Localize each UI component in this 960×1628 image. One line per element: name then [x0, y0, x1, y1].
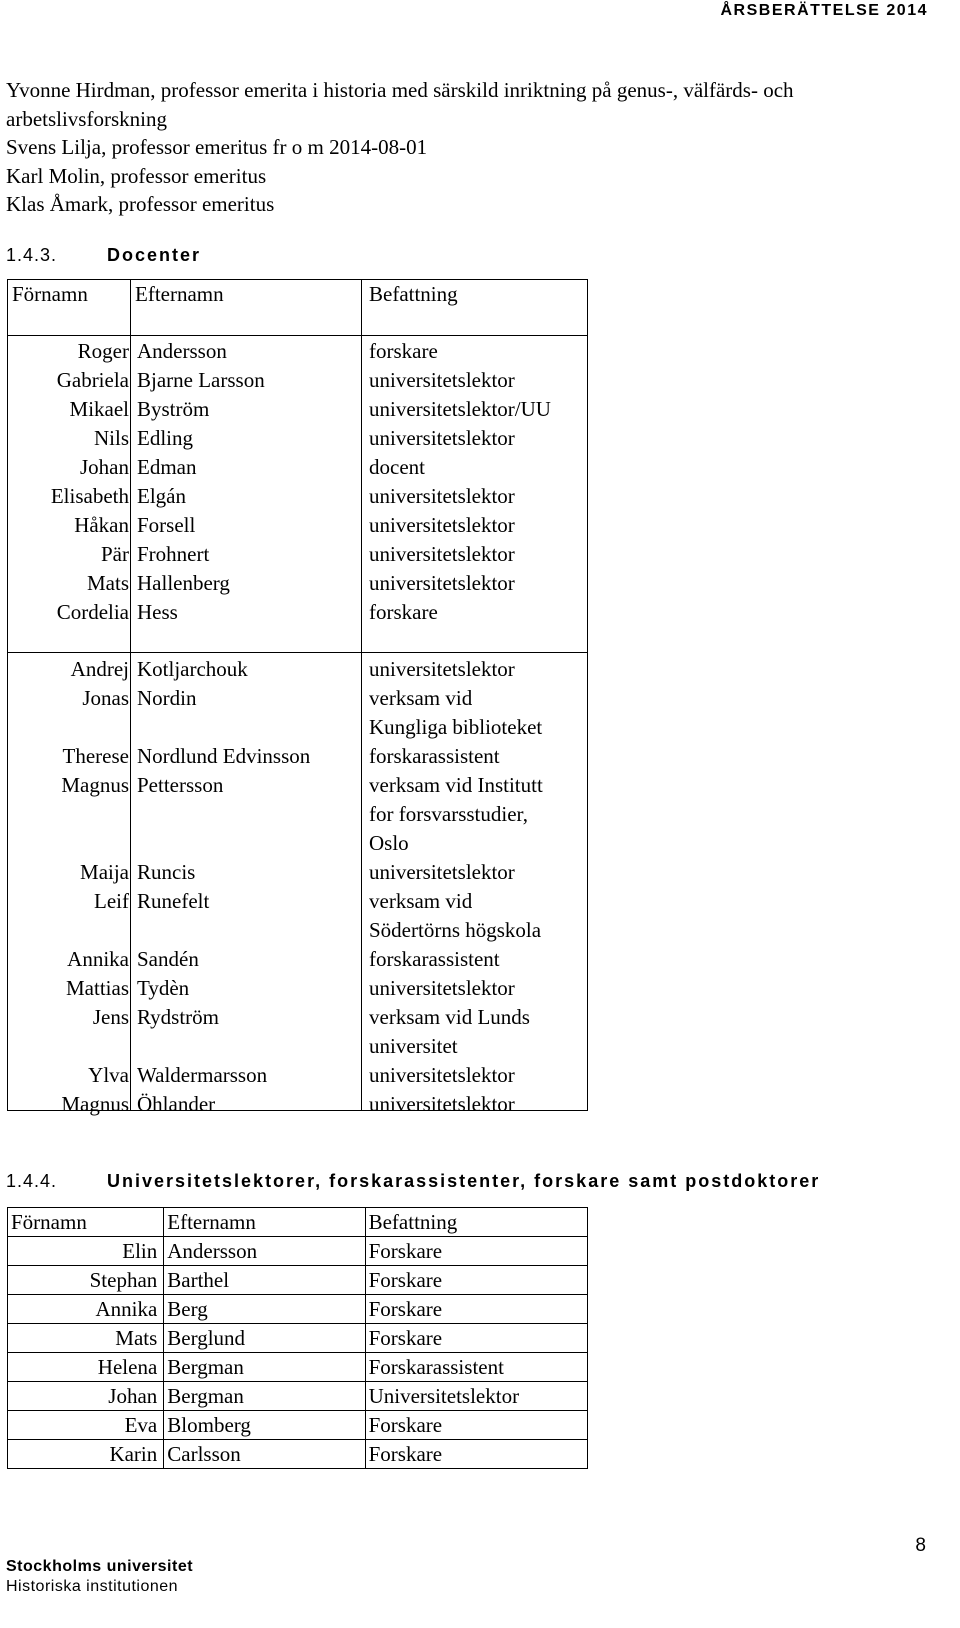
- last-name: Berglund: [164, 1324, 365, 1353]
- first-name: Elin: [8, 1237, 164, 1266]
- position: forskarassistent: [369, 947, 500, 971]
- first-name: [61, 800, 129, 829]
- last-name: Andersson: [137, 339, 227, 363]
- position: Forskare: [365, 1266, 587, 1295]
- last-name: Hallenberg: [137, 571, 230, 595]
- last-name: Bjarne Larsson: [137, 368, 265, 392]
- first-name: Pär: [101, 542, 129, 566]
- first-name: [61, 916, 129, 945]
- position: Forskare: [365, 1411, 587, 1440]
- first-name: Magnus: [61, 1092, 129, 1116]
- table-row: [8, 1382, 588, 1411]
- position: Forskare: [365, 1237, 587, 1266]
- table-row: [8, 1353, 588, 1382]
- position: universitetslektor: [369, 657, 515, 681]
- last-name: Frohnert: [137, 542, 210, 566]
- last-name: Runcis: [137, 860, 196, 884]
- position: universitetslektor: [369, 513, 515, 537]
- first-name: Elisabeth: [50, 484, 129, 508]
- header-divider: [8, 335, 587, 336]
- last-name: Edman: [137, 455, 197, 479]
- first-name: Eva: [8, 1411, 164, 1440]
- section-heading-docenter: [6, 245, 202, 266]
- last-name: Tydèn: [137, 976, 190, 1000]
- last-name: Blomberg: [164, 1411, 365, 1440]
- last-name: Öhlander: [137, 1092, 216, 1116]
- first-name: [61, 1032, 129, 1061]
- last-name: [137, 713, 310, 742]
- first-name: Mikael: [69, 397, 129, 421]
- last-name-column: [137, 337, 265, 627]
- column-divider: [361, 280, 362, 1110]
- last-name: Sandén: [137, 947, 199, 971]
- position: forskare: [369, 339, 438, 363]
- section-heading-lektorer: [6, 1171, 821, 1192]
- last-name: Pettersson: [137, 773, 224, 797]
- last-name: Berg: [164, 1295, 365, 1324]
- last-name: Bergman: [164, 1382, 365, 1411]
- last-name: Runefelt: [137, 889, 210, 913]
- position: universitetslektor: [369, 368, 515, 392]
- first-name: Mattias: [66, 976, 129, 1000]
- table-row: [8, 1237, 588, 1266]
- first-name: Therese: [62, 744, 129, 768]
- first-name: Magnus: [61, 773, 129, 797]
- position: universitetslektor: [369, 426, 515, 450]
- position: universitetslektor/UU: [369, 397, 551, 421]
- first-name: Cordelia: [56, 600, 129, 624]
- position: universitetslektor: [369, 484, 515, 508]
- first-name: Annika: [67, 947, 129, 971]
- running-header-title: ÅRSBERÄTTELSE 2014: [720, 2, 928, 19]
- first-name: Roger: [77, 339, 129, 363]
- position-column: [369, 337, 551, 627]
- position: docent: [369, 455, 425, 479]
- last-name: Andersson: [164, 1237, 365, 1266]
- position: universitetslektor: [369, 571, 515, 595]
- first-name: Annika: [8, 1295, 164, 1324]
- position: universitetslektor: [369, 976, 515, 1000]
- emeritus-line: Karl Molin, professor emeritus: [6, 163, 267, 188]
- last-name: Edling: [137, 426, 193, 450]
- header-first-name: Förnamn: [8, 1208, 164, 1237]
- first-name-column: [61, 655, 129, 1119]
- last-name: [137, 916, 310, 945]
- header-position: Befattning: [369, 282, 458, 306]
- position: Forskarassistent: [365, 1353, 587, 1382]
- last-name: Waldermarsson: [137, 1063, 268, 1087]
- first-name: Helena: [8, 1353, 164, 1382]
- last-name: Bergman: [164, 1353, 365, 1382]
- table-row: [8, 1295, 588, 1324]
- first-name: Johan: [80, 455, 129, 479]
- header-position: Befattning: [365, 1208, 587, 1237]
- last-name: Nordlund Edvinsson: [137, 744, 311, 768]
- table-row: [8, 1411, 588, 1440]
- row-divider: [8, 652, 587, 653]
- position: universitetslektor: [369, 1063, 515, 1087]
- position: universitetslektor: [369, 542, 515, 566]
- first-name: Mats: [87, 571, 129, 595]
- position: Forskare: [365, 1295, 587, 1324]
- emeritus-line: Klas Åmark, professor emeritus: [6, 192, 275, 216]
- last-name: Nordin: [137, 686, 197, 710]
- section-number: 1.4.3.: [6, 245, 58, 265]
- table-row: [8, 1266, 588, 1295]
- header-last-name: Efternamn: [164, 1208, 365, 1237]
- last-name: Kotljarchouk: [137, 657, 248, 681]
- section-number: 1.4.4.: [6, 1171, 58, 1191]
- emeritus-line: Yvonne Hirdman, professor emerita i historia med särskild inriktning på genus-, välfärds- och: [6, 78, 794, 102]
- position: verksam vid Lunds: [369, 1005, 530, 1029]
- section-title: Docenter: [107, 245, 202, 265]
- last-name: Byström: [137, 397, 210, 421]
- header-last-name: Efternamn: [135, 282, 224, 306]
- first-name: Maija: [80, 860, 129, 884]
- position: for forsvarsstudier,: [369, 802, 528, 826]
- docenter-table: [7, 279, 588, 1116]
- last-name: Carlsson: [164, 1440, 365, 1469]
- last-name: Hess: [137, 600, 178, 624]
- first-name: Jens: [92, 1005, 129, 1029]
- position: Forskare: [365, 1440, 587, 1469]
- first-name: Gabriela: [56, 368, 129, 392]
- first-name: Andrej: [70, 657, 129, 681]
- lektorer-table: [7, 1207, 588, 1469]
- emeritus-line: arbetslivsforskning: [6, 106, 167, 131]
- position: verksam vid: [369, 889, 473, 913]
- table-header-row: [8, 1208, 588, 1237]
- last-name: Rydström: [137, 1005, 220, 1029]
- position: Oslo: [369, 831, 409, 855]
- position: universitet: [369, 1034, 458, 1058]
- position: verksam vid Institutt: [369, 773, 543, 797]
- position: universitetslektor: [369, 1092, 515, 1116]
- last-name: Elgán: [137, 484, 186, 508]
- first-name: Nils: [93, 426, 129, 450]
- table-row: [8, 1440, 588, 1469]
- footer-organization: [6, 1557, 193, 1597]
- first-name: Johan: [8, 1382, 164, 1411]
- last-name: [137, 800, 310, 829]
- position: Universitetslektor: [365, 1382, 587, 1411]
- position: forskarassistent: [369, 744, 500, 768]
- emeritus-line: Svens Lilja, professor emeritus fr o m 2014-08-01: [6, 135, 428, 159]
- emeritus-list: [6, 76, 794, 219]
- position: forskare: [369, 600, 438, 624]
- first-name: Karin: [8, 1440, 164, 1469]
- position: Forskare: [365, 1324, 587, 1353]
- first-name: Jonas: [82, 686, 129, 710]
- last-name-column: [137, 655, 310, 1119]
- first-name: [61, 713, 129, 742]
- page-number: 8: [915, 1535, 926, 1556]
- last-name: Barthel: [164, 1266, 365, 1295]
- position-column: [369, 655, 543, 1119]
- first-name: Leif: [94, 889, 129, 913]
- last-name: [137, 1032, 310, 1061]
- department-name: Historiska institutionen: [6, 1578, 179, 1595]
- first-name: Mats: [8, 1324, 164, 1353]
- position: Södertörns högskola: [369, 918, 542, 942]
- first-name: Stephan: [8, 1266, 164, 1295]
- first-name: Ylva: [88, 1063, 129, 1087]
- first-name: [61, 829, 129, 858]
- position: verksam vid: [369, 686, 473, 710]
- last-name: [137, 829, 310, 858]
- first-name: Håkan: [74, 513, 129, 537]
- last-name: Forsell: [137, 513, 196, 537]
- position: universitetslektor: [369, 860, 515, 884]
- column-divider: [130, 280, 131, 1110]
- first-name-column: [51, 337, 129, 627]
- university-name: Stockholms universitet: [6, 1558, 194, 1575]
- section-title: Universitetslektorer, forskarassistenter, forskare samt postdoktorer: [107, 1171, 821, 1191]
- table-row: [8, 1324, 588, 1353]
- position: Kungliga biblioteket: [369, 715, 543, 739]
- header-first-name: Förnamn: [12, 282, 88, 306]
